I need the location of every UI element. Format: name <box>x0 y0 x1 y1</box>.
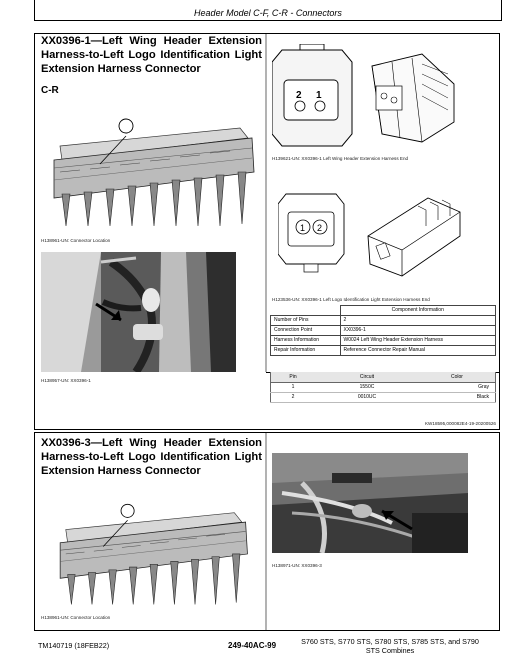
doc-reference: KW18595,000082E4-19-20200526 <box>424 421 496 426</box>
table-row <box>271 346 496 356</box>
circuit-cell: 0010UC <box>315 393 419 403</box>
connector-end-caption: H139621-UN: XX0396-1 Left Wing Header Extension Harness End <box>272 156 409 161</box>
extension-harness-end-illustration <box>278 184 463 288</box>
pin-header: Pin <box>271 372 316 383</box>
circuit-header: Circuit <box>315 372 419 383</box>
component-info-table <box>270 305 496 356</box>
pin1-label: 1 <box>316 90 322 101</box>
color-cell: Black <box>419 393 496 403</box>
pin-table <box>270 372 496 403</box>
row-label: Harness Information <box>271 336 341 346</box>
footer-doc-number: TM140719 (18FEB22) <box>38 641 110 650</box>
table-row <box>271 316 496 326</box>
pin2-label: 2 <box>296 90 302 101</box>
pin1-circle-label: 1 <box>300 223 306 233</box>
page-header-title: Header Model C-F, C-R - Connectors <box>194 8 342 18</box>
table-row <box>271 393 496 403</box>
footer-models <box>300 637 480 655</box>
table-row <box>271 336 496 346</box>
circuit-cell: 1550C <box>315 383 419 393</box>
table-row <box>271 326 496 336</box>
footer-models-line1: S760 STS, S770 STS, S780 STS, S785 STS, and S790 <box>301 637 479 646</box>
pin-table-header <box>271 372 496 383</box>
section1-title: XX0396-1—Left Wing Header Extension Harness-to-Left Logo Identification Light Extension Harness Connector <box>41 35 262 75</box>
connector-location-caption-2: H138961-UN: Connector Location <box>41 615 111 620</box>
header-location-illustration <box>40 108 262 234</box>
pin-cell: 2 <box>271 393 316 403</box>
extension-harness-end-caption: H123536-UN: XX0396-1 Left Logo Identification Light Extension Harness End <box>272 297 430 302</box>
photo-caption-1: H138957-UN: XX0396-1 <box>41 378 91 383</box>
row-label: Number of Pins <box>271 316 341 326</box>
connector-photo-2 <box>272 453 468 553</box>
table-row <box>271 383 496 393</box>
pin-cell: 1 <box>271 383 316 393</box>
connector-end-illustration <box>272 44 460 152</box>
row-label: Connection Point <box>271 326 341 336</box>
footer-models-line2: STS Combines <box>365 646 415 655</box>
row-value: 2 <box>340 316 496 326</box>
pin2-circle-label: 2 <box>317 223 323 233</box>
connector-location-caption-1: H138961-UN: Connector Location <box>41 238 111 243</box>
footer-page-number: 249-40AC-99 <box>228 641 277 650</box>
row-value: XX0396-1 <box>340 326 496 336</box>
row-value: W0024 Left Wing Header Extension Harness <box>340 336 496 346</box>
row-value: Reference Connector Repair Manual <box>340 346 496 356</box>
model-label: C-R <box>41 85 59 96</box>
photo-caption-2: H138971-UN: XX0396-3 <box>272 563 322 568</box>
header-location-illustration-2 <box>40 494 262 612</box>
section2-title: XX0396-3—Left Wing Header Extension Harness-to-Left Logo Identification Light Extension Harness Connector <box>41 437 262 477</box>
color-cell: Gray <box>419 383 496 393</box>
connector-photo-1 <box>41 252 236 372</box>
component-info-heading: Component Information <box>340 306 496 316</box>
row-label: Repair Information <box>271 346 341 356</box>
color-header: Color <box>419 372 496 383</box>
